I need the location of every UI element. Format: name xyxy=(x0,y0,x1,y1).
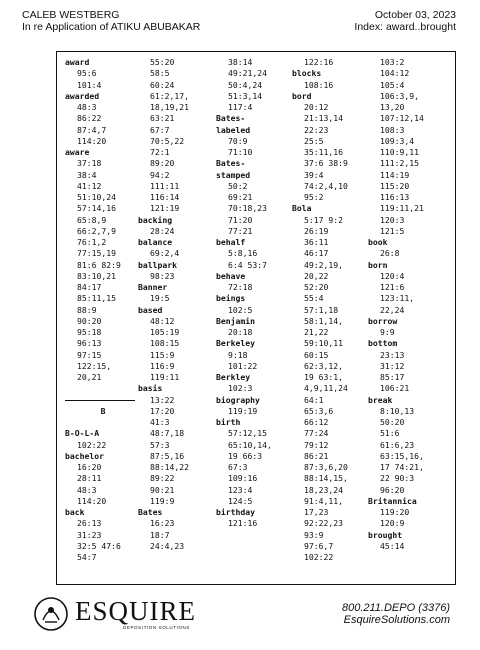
page-line-ref: 65:3,6 xyxy=(304,405,334,416)
index-term: Berkeley xyxy=(216,338,255,349)
page-line-ref: 50:4,24 xyxy=(228,79,263,90)
page-line-ref: 20:18 xyxy=(228,327,253,337)
page-line-ref: 122:15, xyxy=(77,360,112,371)
page-line-ref: 17,23 xyxy=(304,507,329,517)
index-term: book xyxy=(368,237,388,247)
index-column-1 xyxy=(65,57,141,563)
page-line-ref: 79:12 xyxy=(304,439,329,450)
page-line-ref: 101:4 xyxy=(77,79,102,90)
page-line-ref: 31:23 xyxy=(77,529,102,540)
index-term: birth xyxy=(216,417,241,427)
index-term: brought xyxy=(368,529,403,540)
page-line-ref: 23:13 xyxy=(380,349,405,360)
index-term: break xyxy=(368,394,393,405)
deposition-date: October 03, 2023 xyxy=(374,9,456,21)
page-line-ref: 93:9 xyxy=(304,529,324,540)
index-term: birthday xyxy=(216,507,255,517)
page-line-ref: 71:20 xyxy=(228,214,253,225)
page-line-ref: 9:9 xyxy=(380,327,395,337)
page-line-ref: 28:24 xyxy=(150,225,175,236)
page-line-ref: 55:4 xyxy=(304,293,324,304)
page-line-ref: 26:8 xyxy=(380,248,400,259)
page-line-ref: 114:20 xyxy=(77,135,107,146)
page-line-ref: 105:4 xyxy=(380,79,405,90)
page-line-ref: 24:4,23 xyxy=(150,540,185,551)
page-line-ref: 121:5 xyxy=(380,225,405,236)
page-line-ref: 35:11,16 xyxy=(304,147,343,157)
page-line-ref: 76:1,2 xyxy=(77,237,107,247)
page-line-ref: 90:21 xyxy=(150,484,175,495)
page-line-ref: 38:4 xyxy=(77,169,97,180)
index-term: beings xyxy=(216,293,246,304)
page-line-ref: 67:3 xyxy=(228,462,248,472)
index-term: stamped xyxy=(216,169,251,180)
page-line-ref: 22:23 xyxy=(304,124,329,135)
page-line-ref: 57:3 xyxy=(150,439,170,450)
phone-number: 800.211.DEPO (3376) xyxy=(341,602,450,614)
page-header xyxy=(22,9,456,39)
page-line-ref: 85:11,15 xyxy=(77,293,116,304)
page-line-ref: 97:6,7 xyxy=(304,540,334,551)
page-line-ref: 28:11 xyxy=(77,473,102,484)
page-line-ref: 45:14 xyxy=(380,540,405,551)
esquire-seal-icon xyxy=(33,596,69,632)
index-column-3 xyxy=(216,57,292,530)
index-frame xyxy=(56,51,456,585)
page-line-ref: 90:20 xyxy=(77,315,102,326)
index-term: behalf xyxy=(216,237,246,247)
page-line-ref: 48:12 xyxy=(150,315,175,326)
page-line-ref: 61:6,23 xyxy=(380,439,415,450)
page-line-ref: 109:3,4 xyxy=(380,135,415,146)
index-term: born xyxy=(368,259,388,270)
page-line-ref: 17:20 xyxy=(150,405,175,416)
page-line-ref: 102:22 xyxy=(77,439,107,450)
page-line-ref: 51:10,24 xyxy=(77,192,116,202)
page-line-ref: 120:3 xyxy=(380,214,405,225)
index-term: Banner xyxy=(138,282,168,292)
page-line-ref: 39:4 xyxy=(304,169,324,180)
page-line-ref: 59:10,11 xyxy=(304,338,343,349)
index-term: labeled xyxy=(216,124,251,135)
page-line-ref: 49:2,19, xyxy=(304,259,343,270)
page-line-ref: 21,22 xyxy=(304,327,329,337)
index-term: ballpark xyxy=(138,259,177,270)
page-line-ref: 77:24 xyxy=(304,428,329,439)
page-line-ref: 116:13 xyxy=(380,192,410,202)
index-term: biography xyxy=(216,394,260,405)
index-column-2 xyxy=(138,57,214,552)
page-line-ref: 31:12 xyxy=(380,360,405,371)
page-line-ref: 89:22 xyxy=(150,473,175,484)
brand-tagline: DEPOSITION SOLUTIONS xyxy=(123,625,191,630)
page-line-ref: 102:3 xyxy=(228,383,253,394)
index-term: Bates xyxy=(138,507,163,517)
contact-info xyxy=(342,602,450,626)
page-line-ref: 97:15 xyxy=(77,349,102,360)
page-line-ref: 116:9 xyxy=(150,360,175,371)
page-line-ref: 20:12 xyxy=(304,102,329,112)
header-right xyxy=(354,9,456,33)
page-line-ref: 48:3 xyxy=(77,484,97,495)
page-line-ref: 88:9 xyxy=(77,304,97,315)
page-line-ref: 114:20 xyxy=(77,495,107,506)
index-term: bord xyxy=(292,90,312,101)
page-line-ref: 9:18 xyxy=(228,349,248,360)
page-line-ref: 123:11, xyxy=(380,293,415,304)
page-line-ref: 50:2 xyxy=(228,180,248,191)
page-line-ref: 102:5 xyxy=(228,304,253,315)
website-link: EsquireSolutions.com xyxy=(343,614,450,626)
page-line-ref: 16:20 xyxy=(77,462,102,472)
spacer xyxy=(65,383,141,394)
page-line-ref: 19 63:1, xyxy=(304,372,343,382)
page-line-ref: 60:15 xyxy=(304,349,329,360)
page-line-ref: 108:15 xyxy=(150,338,180,349)
page-line-ref: 37:6 38:9 xyxy=(304,158,348,169)
page-line-ref: 41:3 xyxy=(150,417,170,427)
page-line-ref: 62:3,12, xyxy=(304,360,343,371)
page-line-ref: 18,19,21 xyxy=(150,102,189,112)
page-line-ref: 115:9 xyxy=(150,349,175,360)
index-term: blocks xyxy=(292,68,322,79)
brand-name: ESQUIRE xyxy=(75,596,196,626)
page-line-ref: 48:7,18 xyxy=(150,428,185,439)
page-line-ref: 98:23 xyxy=(150,270,175,281)
page-line-ref: 70:5,22 xyxy=(150,135,185,146)
page-line-ref: 81:6 82:9 xyxy=(77,259,121,270)
page-line-ref: 84:17 xyxy=(77,282,102,292)
index-term: Britannica xyxy=(368,495,417,506)
page-line-ref: 5:17 9:2 xyxy=(304,214,343,225)
page-line-ref: 101:22 xyxy=(228,360,258,371)
page-line-ref: 65:8,9 xyxy=(77,214,107,225)
page-line-ref: 66:12 xyxy=(304,417,329,427)
index-column-5 xyxy=(368,57,444,552)
index-term: B-O-L-A xyxy=(65,428,100,439)
page-line-ref: 63:15,16, xyxy=(380,450,424,461)
page-footer xyxy=(0,592,480,642)
page-line-ref: 49:21,24 xyxy=(228,68,267,79)
page-line-ref: 94:2 xyxy=(150,169,170,180)
index-column-4 xyxy=(292,57,368,563)
page-line-ref: 72:18 xyxy=(228,282,253,292)
page-line-ref: 106:3,9, xyxy=(380,90,419,101)
page-line-ref: 25:5 xyxy=(304,135,324,146)
page-line-ref: 41:12 xyxy=(77,180,102,191)
page-line-ref: 95:6 xyxy=(77,68,97,79)
page-line-ref: 70:9 xyxy=(228,135,248,146)
page-line-ref: 103:2 xyxy=(380,57,405,67)
page-line-ref: 88:14,22 xyxy=(150,462,189,472)
page-line-ref: 71:10 xyxy=(228,147,253,157)
page-line-ref: 106:21 xyxy=(380,383,410,394)
page-line-ref: 116:14 xyxy=(150,192,180,202)
page-line-ref: 13:22 xyxy=(150,394,175,405)
page-line-ref: 32:5 47:6 xyxy=(77,540,121,551)
page-line-ref: 36:11 xyxy=(304,237,329,247)
page-line-ref: 65:10,14, xyxy=(228,439,272,450)
index-range: Index: award..brought xyxy=(354,21,456,33)
page-line-ref: 48:3 xyxy=(77,102,97,112)
index-term: back xyxy=(65,507,85,517)
page-line-ref: 63:21 xyxy=(150,113,175,124)
page-line-ref: 87:3,6,20 xyxy=(304,462,348,472)
page-line-ref: 121:16 xyxy=(228,518,258,529)
page-line-ref: 51:3,14 xyxy=(228,90,263,101)
page-line-ref: 22,24 xyxy=(380,304,405,315)
page-line-ref: 61:2,17, xyxy=(150,90,189,101)
index-term: basis xyxy=(138,383,163,394)
page-line-ref: 69:21 xyxy=(228,192,253,202)
page-line-ref: 122:16 xyxy=(304,57,334,67)
page-line-ref: 96:13 xyxy=(77,338,102,349)
page-line-ref: 107:12,14 xyxy=(380,113,424,124)
page-line-ref: 117:4 xyxy=(228,102,253,112)
page-line-ref: 5:8,16 xyxy=(228,248,258,259)
page-line-ref: 20,22 xyxy=(304,270,329,281)
page-line-ref: 13,20 xyxy=(380,102,405,112)
index-term: Bates- xyxy=(216,113,246,124)
index-term: bottom xyxy=(368,338,398,349)
page-line-ref: 17 74:21, xyxy=(380,462,424,472)
page-line-ref: 67:7 xyxy=(150,124,170,135)
page-line-ref: 21:13,14 xyxy=(304,113,343,124)
page-line-ref: 18,23,24 xyxy=(304,484,343,495)
page-line-ref: 57:14,16 xyxy=(77,203,116,214)
page-line-ref: 102:22 xyxy=(304,552,334,562)
page-line-ref: 119:11 xyxy=(150,372,180,382)
page-line-ref: 22 90:3 xyxy=(380,473,415,484)
page-line-ref: 8:10,13 xyxy=(380,405,415,416)
page-line-ref: 57:1,18 xyxy=(304,304,339,315)
page-line-ref: 77:21 xyxy=(228,225,253,236)
page-line-ref: 108:3 xyxy=(380,124,405,135)
page-line-ref: 58:5 xyxy=(150,68,170,79)
witness-name: CALEB WESTBERG xyxy=(22,9,120,21)
header-left xyxy=(22,9,200,33)
page-line-ref: 19 66:3 xyxy=(228,450,263,461)
page-line-ref: 110:9,11 xyxy=(380,147,419,157)
page-line-ref: 55:20 xyxy=(150,57,175,67)
page-line-ref: 92:22,23 xyxy=(304,518,343,529)
esquire-logo xyxy=(33,596,223,636)
page-line-ref: 74:2,4,10 xyxy=(304,180,348,191)
index-term: Bates- xyxy=(216,158,246,169)
page-line-ref: 58:1,14, xyxy=(304,315,343,326)
page-line-ref: 121:6 xyxy=(380,282,405,292)
page-line-ref: 119:19 xyxy=(228,405,258,416)
index-term: backing xyxy=(138,214,173,225)
page-line-ref: 95:2 xyxy=(304,192,324,202)
page-line-ref: 6:4 53:7 xyxy=(228,259,267,270)
section-letter: B xyxy=(100,405,106,416)
index-term: Benjamin xyxy=(216,315,255,326)
page-line-ref: 89:20 xyxy=(150,158,175,169)
page-line-ref: 19:5 xyxy=(150,293,170,304)
page-line-ref: 105:19 xyxy=(150,327,180,337)
page-line-ref: 83:10,21 xyxy=(77,270,116,281)
index-term: awarded xyxy=(65,90,100,101)
page-line-ref: 87:5,16 xyxy=(150,450,185,461)
page-line-ref: 88:14,15, xyxy=(304,473,348,484)
page-line-ref: 114:19 xyxy=(380,169,410,180)
index-term: borrow xyxy=(368,315,398,326)
page-line-ref: 46:17 xyxy=(304,248,329,259)
page-line-ref: 104:12 xyxy=(380,68,410,79)
page-line-ref: 96:20 xyxy=(380,484,405,495)
page-line-ref: 50:20 xyxy=(380,417,405,427)
page-line-ref: 52:20 xyxy=(304,282,329,292)
page-line-ref: 119:9 xyxy=(150,495,175,506)
page-line-ref: 120:9 xyxy=(380,518,405,529)
page-line-ref: 69:2,4 xyxy=(150,248,180,259)
page-line-ref: 120:4 xyxy=(380,270,405,281)
page-line-ref: 20,21 xyxy=(77,372,102,382)
page-line-ref: 111:2,15 xyxy=(380,158,419,169)
page-line-ref: 57:12,15 xyxy=(228,428,267,439)
page-line-ref: 115:20 xyxy=(380,180,410,191)
page-line-ref: 87:4,7 xyxy=(77,124,107,135)
index-term: award xyxy=(65,57,90,67)
page-line-ref: 72:1 xyxy=(150,147,170,157)
page-line-ref: 95:18 xyxy=(77,327,102,337)
page-line-ref: 119:11,21 xyxy=(380,203,424,214)
index-term: Bola xyxy=(292,203,312,214)
case-name: In re Application of ATIKU ABUBAKAR xyxy=(22,21,201,33)
page-line-ref: 86:21 xyxy=(304,450,329,461)
page-line-ref: 86:22 xyxy=(77,113,102,124)
index-term: aware xyxy=(65,147,90,157)
page-line-ref: 38:14 xyxy=(228,57,253,67)
page-line-ref: 108:16 xyxy=(304,79,334,90)
page-line-ref: 26:13 xyxy=(77,518,102,529)
page-line-ref: 111:11 xyxy=(150,180,180,191)
page-line-ref: 54:7 xyxy=(77,552,97,562)
page-line-ref: 26:19 xyxy=(304,225,329,236)
index-term: based xyxy=(138,304,163,315)
page-line-ref: 51:6 xyxy=(380,428,400,439)
page-line-ref: 37:18 xyxy=(77,158,102,169)
page-line-ref: 70:18,23 xyxy=(228,203,267,214)
page-line-ref: 124:5 xyxy=(228,495,253,506)
page-line-ref: 64:1 xyxy=(304,394,324,405)
page-line-ref: 66:2,7,9 xyxy=(77,225,116,236)
page-line-ref: 4,9,11,24 xyxy=(304,383,348,394)
index-term: bachelor xyxy=(65,450,104,461)
page-line-ref: 77:15,19 xyxy=(77,248,116,259)
page-line-ref: 123:4 xyxy=(228,484,253,495)
page-line-ref: 119:20 xyxy=(380,507,410,517)
index-term: balance xyxy=(138,237,173,247)
page-line-ref: 109:16 xyxy=(228,473,258,484)
page-line-ref: 121:19 xyxy=(150,203,180,214)
page-line-ref: 85:17 xyxy=(380,372,405,382)
page-line-ref: 18:7 xyxy=(150,529,170,540)
section-divider xyxy=(65,395,141,406)
page-line-ref: 60:24 xyxy=(150,79,175,90)
spacer xyxy=(65,417,141,428)
index-term: behave xyxy=(216,270,246,281)
index-term: Berkley xyxy=(216,372,251,382)
page-line-ref: 16:23 xyxy=(150,518,175,529)
page-line-ref: 91:4,11, xyxy=(304,495,343,506)
